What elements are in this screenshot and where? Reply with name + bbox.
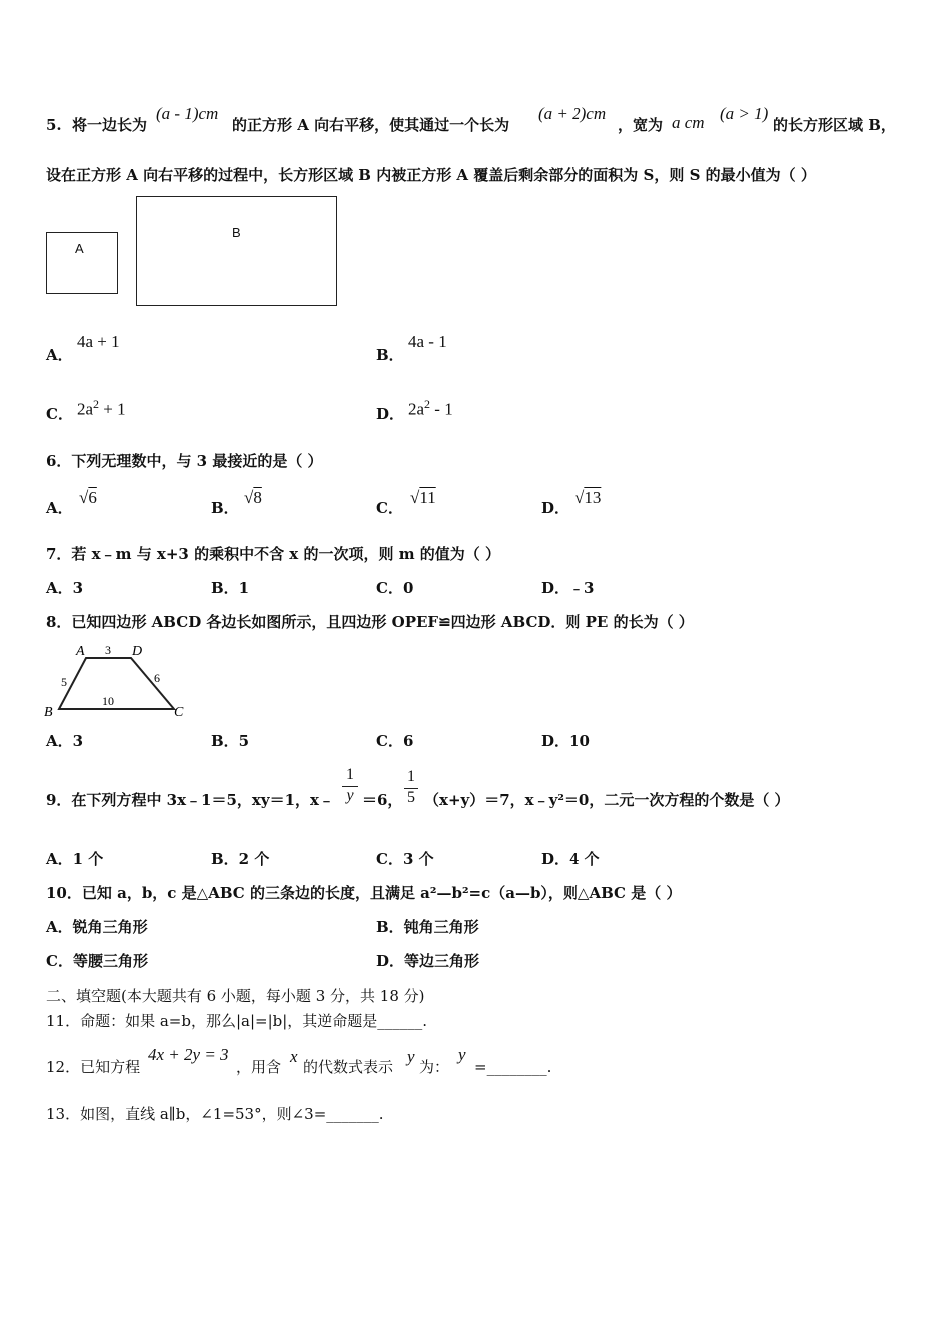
vertex-d-label: D — [132, 644, 143, 659]
q12-math-x: x — [290, 1047, 298, 1066]
vertex-b-label: B — [44, 705, 53, 720]
sqrt-icon: √ — [410, 488, 420, 507]
q5-option-b-letter[interactable]: B． — [376, 346, 404, 364]
side-ad-label: 3 — [105, 643, 111, 657]
q9-option-d[interactable]: D．4 个 — [541, 850, 600, 868]
q5-math-width: a cm — [672, 113, 705, 132]
q9-option-c[interactable]: C．3 个 — [376, 850, 434, 868]
q8-option-c[interactable]: C．6 — [376, 732, 414, 750]
q10-option-c[interactable]: C．等腰三角形 — [46, 952, 148, 970]
q12-text-1: 12．已知方程 — [46, 1058, 141, 1076]
q9-text-1: 9．在下列方程中 3x﹣1＝5，xy＝1，x﹣ — [46, 791, 334, 809]
q12-text-4: 为： — [419, 1058, 450, 1076]
q12-math-y: y — [407, 1047, 415, 1066]
q12-answer-blank: =________. — [474, 1058, 552, 1076]
q7-option-a[interactable]: A．3 — [46, 579, 84, 597]
q7-option-c[interactable]: C．0 — [376, 579, 414, 597]
q5-option-a-letter[interactable]: A． — [46, 346, 73, 364]
q12-text-2: ，用含 — [236, 1058, 282, 1076]
q10-option-d[interactable]: D．等边三角形 — [376, 952, 480, 970]
q8-trapezoid-figure — [40, 640, 190, 720]
side-bc-label: 10 — [102, 694, 114, 708]
q12-math-equation: 4x + 2y = 3 — [148, 1045, 229, 1064]
q6-option-c-letter[interactable]: C． — [376, 499, 403, 517]
vertex-c-label: C — [174, 705, 184, 720]
q8-option-a[interactable]: A．3 — [46, 732, 84, 750]
q5-math-length: (a + 2)cm — [538, 104, 607, 123]
q10-option-b[interactable]: B．钝角三角形 — [376, 918, 479, 936]
q5-option-c-tail: + 1 — [99, 399, 126, 419]
q6-option-a-letter[interactable]: A． — [46, 499, 73, 517]
sqrt-icon: √ — [79, 488, 89, 507]
square-a-label: A — [75, 241, 84, 256]
q9-fraction-2 — [404, 768, 418, 807]
q6-option-d-letter[interactable]: D． — [541, 499, 570, 517]
rectangle-b — [136, 196, 337, 306]
q7-option-d[interactable]: D．﹣3 — [541, 579, 595, 597]
q8-option-d[interactable]: D．10 — [541, 732, 590, 750]
q7-option-b[interactable]: B．1 — [211, 579, 250, 597]
q5-option-c-base: 2a — [77, 399, 94, 419]
q6-stem: 6．下列无理数中，与 3 最接近的是（ ） — [46, 452, 323, 470]
q6-option-c-radicand: 11 — [419, 488, 436, 507]
q5-option-b-expr: 4a - 1 — [408, 332, 447, 351]
q5-text-2: 的正方形 A 向右平移，使其通过一个长为 — [232, 116, 510, 134]
q9-text-2: ＝6， — [362, 791, 403, 809]
sqrt-icon: √ — [575, 488, 585, 507]
side-dc-label: 6 — [154, 671, 160, 685]
q13-stem: 13．如图，直线 a∥b，∠1=53°，则∠3=_______. — [46, 1105, 384, 1123]
q6-option-d-radicand: 13 — [584, 488, 602, 507]
rectangle-b-label: B — [232, 225, 241, 240]
q10-option-a[interactable]: A．锐角三角形 — [46, 918, 148, 936]
section-2-heading: 二、填空题(本大题共有 6 小题，每小题 3 分，共 18 分) — [46, 987, 425, 1005]
q6-option-a-sqrt — [79, 488, 97, 508]
q5-option-d-sup: 2 — [424, 397, 431, 411]
q12-text-3: 的代数式表示 — [303, 1058, 394, 1076]
q11-stem: 11．命题：如果 a=b，那么|a|=|b|，其逆命题是______. — [46, 1012, 428, 1030]
q5-math-side-a-minus-1: (a - 1)cm — [156, 104, 219, 123]
q6-option-a-radicand: 6 — [88, 488, 97, 507]
q5-option-d-expr — [408, 394, 453, 420]
q9-text-3: （x+y）＝7，x﹣y²＝0，二元一次方程的个数是（ ） — [424, 791, 790, 809]
q6-option-c-sqrt — [410, 488, 436, 508]
square-a — [46, 232, 118, 294]
q6-option-b-sqrt — [244, 488, 262, 508]
q5-text-line2: 设在正方形 A 向右平移的过程中，长方形区域 B 内被正方形 A 覆盖后剩余部分的面积为 S，则 S 的最小值为（ ） — [46, 166, 816, 184]
sqrt-icon: √ — [244, 488, 254, 507]
q5-text-1: 将一边长为 — [72, 116, 148, 134]
q5-option-d-tail: - 1 — [430, 399, 453, 419]
side-ab-label: 5 — [61, 675, 67, 689]
q5-option-d-letter[interactable]: D． — [376, 405, 405, 423]
q5-number: 5. — [46, 116, 62, 134]
q5-option-c-expr — [77, 394, 126, 420]
q9-fraction-2-num: 1 — [407, 768, 415, 785]
q6-option-b-letter[interactable]: B． — [211, 499, 239, 517]
q6-option-d-sqrt — [575, 488, 601, 508]
q10-stem: 10．已知 a，b，c 是△ABC 的三条边的长度，且满足 a²—b²=c（a—b），则△ABC 是（ ） — [46, 884, 682, 902]
q9-fraction-1-num: 1 — [346, 766, 354, 783]
q9-fraction-1 — [342, 766, 358, 805]
q5-option-c-sup: 2 — [93, 397, 100, 411]
q6-option-b-radicand: 8 — [253, 488, 262, 507]
q7-stem: 7．若 x﹣m 与 x+3 的乘积中不含 x 的一次项，则 m 的值为（ ） — [46, 545, 501, 563]
q5-text-3: ，宽为 — [618, 116, 664, 134]
q8-stem: 8．已知四边形 ABCD 各边长如图所示，且四边形 OPEF≌四边形 ABCD．则 PE 的长为（ ） — [46, 613, 694, 631]
q8-option-b[interactable]: B．5 — [211, 732, 250, 750]
q5-text-4: 的长方形区域 B， — [773, 116, 896, 134]
q5-option-d-base: 2a — [408, 399, 425, 419]
q9-option-b[interactable]: B．2 个 — [211, 850, 270, 868]
vertex-a-label: A — [76, 644, 85, 659]
q5-math-condition: (a > 1) — [720, 104, 769, 123]
q5-option-c-letter[interactable]: C． — [46, 405, 73, 423]
q5-option-a-expr: 4a + 1 — [77, 332, 120, 351]
q9-fraction-1-den: y — [342, 786, 358, 805]
q9-fraction-2-den: 5 — [404, 788, 418, 807]
q12-math-y2: y — [458, 1045, 466, 1064]
q9-option-a[interactable]: A．1 个 — [46, 850, 104, 868]
